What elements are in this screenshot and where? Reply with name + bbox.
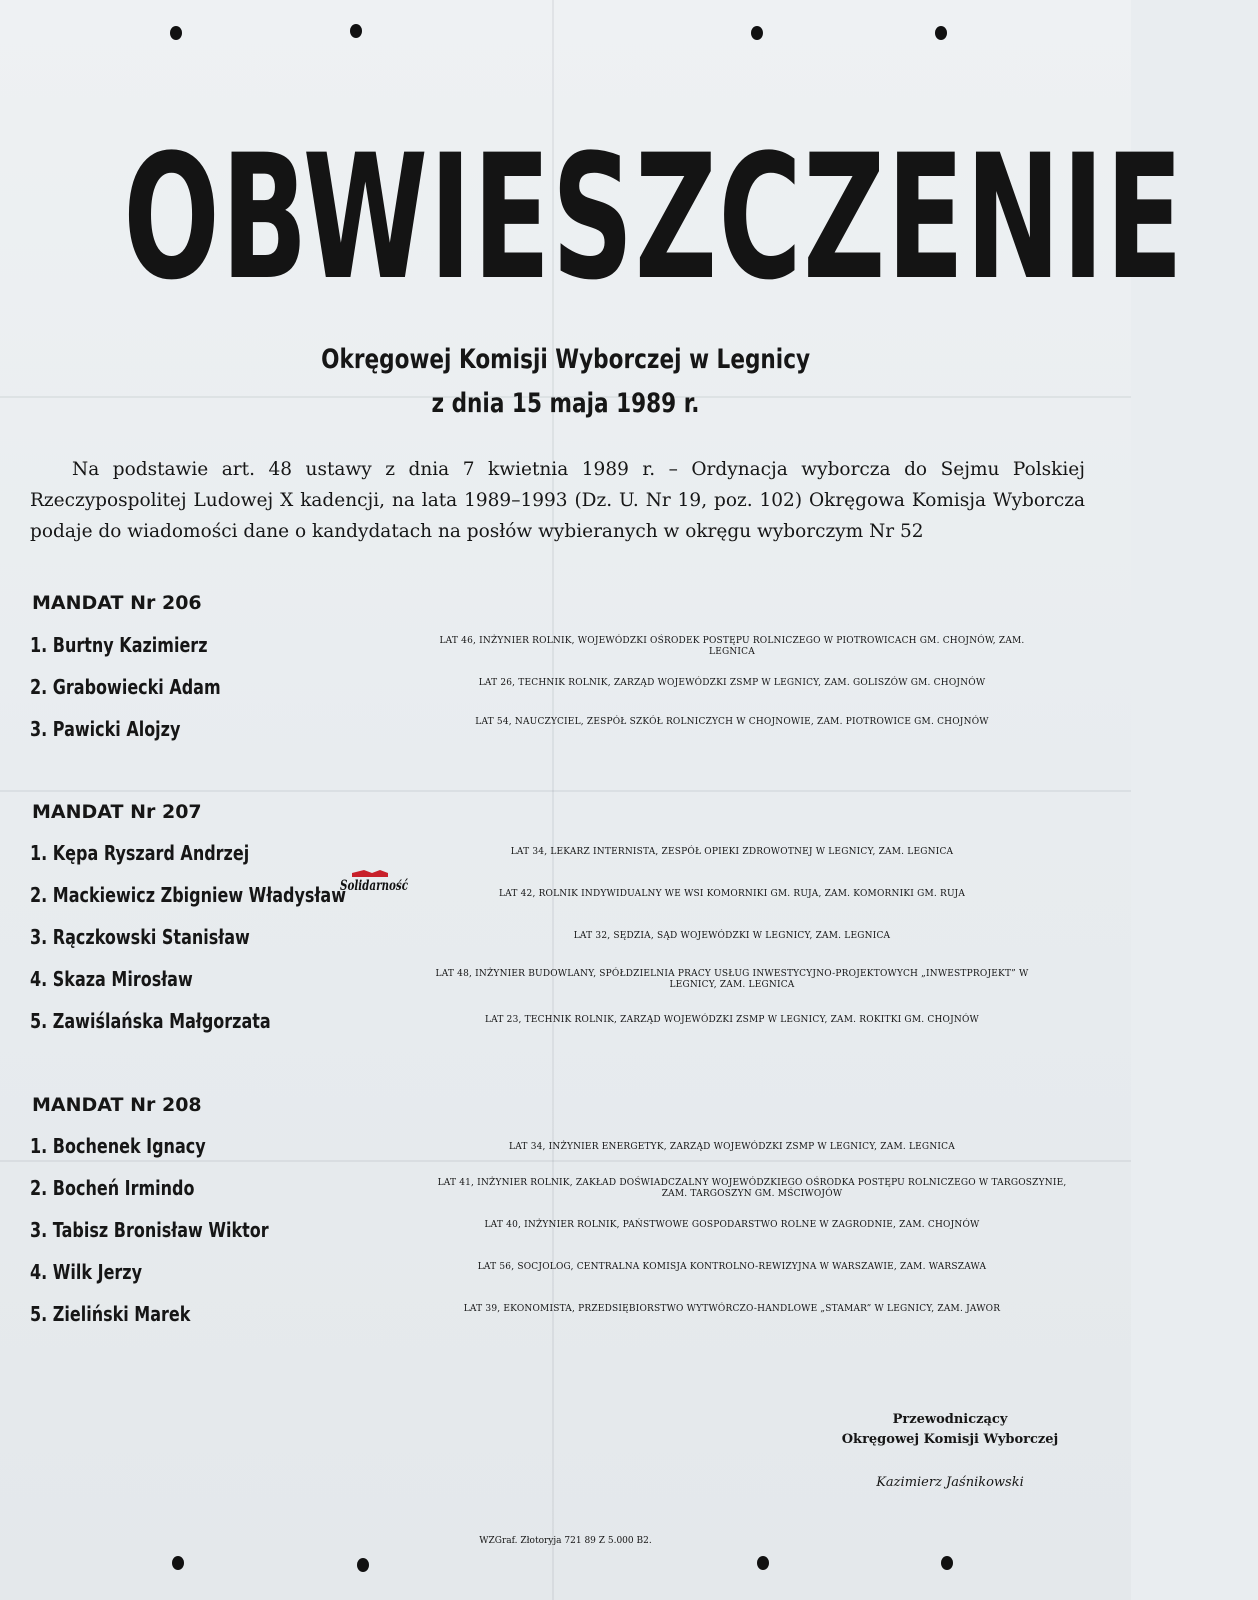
fold-line bbox=[0, 790, 1131, 792]
candidate-name: 1. Burtny Kazimierz bbox=[30, 633, 208, 657]
candidate-description: LAT 32, SĘDZIA, SĄD WOJEWÓDZKI W LEGNICY, ZAM. LEGNICA bbox=[573, 931, 891, 941]
candidate-name: 2. Bocheń Irmindo bbox=[30, 1176, 195, 1200]
candidate-description: LAT 54, NAUCZYCIEL, ZESPÓŁ SZKÓŁ ROLNICZYCH W CHOJNOWIE, ZAM. PIOTROWICE GM. CHOJNÓW bbox=[475, 717, 989, 727]
page-title bbox=[50, 117, 1185, 318]
candidate-row bbox=[0, 717, 1131, 757]
candidate-description: LAT 46, INŻYNIER ROLNIK, WOJEWÓDZKI OŚRODEK POSTĘPU ROLNICZEGO W PIOTROWICACH GM. CHOJNÓW, ZAM. LEGNICA bbox=[439, 636, 1025, 657]
pin-hole bbox=[941, 1556, 953, 1570]
candidate-description: LAT 34, LEKARZ INTERNISTA, ZESPÓŁ OPIEKI ZDROWOTNEJ W LEGNICY, ZAM. LEGNICA bbox=[510, 847, 954, 857]
pin-hole bbox=[170, 26, 182, 40]
subtitle-line2: z dnia 15 maja 1989 r. bbox=[431, 388, 700, 419]
intro-paragraph: Na podstawie art. 48 ustawy z dnia 7 kwietnia 1989 r. – Ordynacja wyborcza do Sejmu Polskiej Rzeczypospolitej Ludowej X kadencji, na lata 1989–1993 (Dz. U. Nr 19, poz. 102) Okręgowa Komisja Wyborcza podaje do wiadomości dane o kandydatach na posłów wybieranych w okręgu wyborczym Nr 52 bbox=[30, 459, 1085, 542]
pin-hole bbox=[357, 1558, 369, 1572]
mandate-heading-207: MANDAT Nr 207 bbox=[32, 801, 202, 823]
candidate-name: 1. Kępa Ryszard Andrzej bbox=[30, 841, 250, 865]
title-text: OBWIESZCZENIE bbox=[123, 117, 1185, 318]
candidate-name: 4. Wilk Jerzy bbox=[30, 1260, 143, 1284]
candidate-description: LAT 34, INŻYNIER ENERGETYK, ZARZĄD WOJEWÓDZKI ZSMP W LEGNICY, ZAM. LEGNICA bbox=[509, 1142, 955, 1152]
candidate-description: LAT 41, INŻYNIER ROLNIK, ZAKŁAD DOŚWIADCZALNY WOJEWÓDZKIEGO OŚRODKA POSTĘPU ROLNICZEGO W TARGOSZYNIE, ZAM. TARGOSZYN GM. MŚCIWOJÓW bbox=[437, 1178, 1067, 1199]
candidate-name: 1. Bochenek Ignacy bbox=[30, 1134, 206, 1158]
candidate-description: LAT 48, INŻYNIER BUDOWLANY, SPÓŁDZIELNIA PRACY USŁUG INWESTYCYJNO-PROJEKTOWYCH „INWESTPROJEKT” W LEGNICY, ZAM. LEGNICA bbox=[435, 969, 1029, 990]
candidate-description: LAT 56, SOCJOLOG, CENTRALNA KOMISJA KONTROLNO-REWIZYJNA W WARSZAWIE, ZAM. WARSZAWA bbox=[477, 1262, 987, 1272]
candidate-name: 3. Tabisz Bronisław Wiktor bbox=[30, 1218, 269, 1242]
candidate-name: 5. Zieliński Marek bbox=[30, 1302, 191, 1326]
candidate-row bbox=[0, 633, 1131, 673]
logo-text: Solidarność bbox=[340, 878, 409, 894]
candidate-description: LAT 23, TECHNIK ROLNIK, ZARZĄD WOJEWÓDZKI ZSMP W LEGNICY, ZAM. ROKITKI GM. CHOJNÓW bbox=[485, 1015, 979, 1025]
candidate-row bbox=[0, 841, 1131, 881]
candidate-row bbox=[0, 925, 1131, 965]
candidate-description: LAT 42, ROLNIK INDYWIDUALNY WE WSI KOMORNIKI GM. RUJA, ZAM. KOMORNIKI GM. RUJA bbox=[498, 889, 966, 899]
subtitle-commission bbox=[0, 344, 1131, 375]
pin-hole bbox=[751, 26, 763, 40]
candidate-row bbox=[0, 1260, 1131, 1300]
printer-imprint: WZGraf. Złotoryja 721 89 Z 5.000 B2. bbox=[479, 1536, 652, 1546]
candidate-row bbox=[0, 967, 1131, 1007]
signature-name: Kazimierz Jaśnikowski bbox=[876, 1475, 1024, 1490]
candidate-name: 2. Grabowiecki Adam bbox=[30, 675, 221, 699]
candidate-name: 3. Rączkowski Stanisław bbox=[30, 925, 250, 949]
candidate-row bbox=[0, 883, 1131, 923]
candidate-description: LAT 40, INŻYNIER ROLNIK, PAŃSTWOWE GOSPODARSTWO ROLNE W ZAGRODNIE, ZAM. CHOJNÓW bbox=[484, 1220, 980, 1230]
signature-commission: Okręgowej Komisji Wyborczej bbox=[841, 1432, 1059, 1447]
candidate-name: 2. Mackiewicz Zbigniew Władysław bbox=[30, 883, 346, 907]
candidate-name: 5. Zawiślańska Małgorzata bbox=[30, 1009, 271, 1033]
mandate-heading-206: MANDAT Nr 206 bbox=[32, 592, 202, 614]
logo-flag bbox=[352, 870, 388, 877]
pin-hole bbox=[757, 1556, 769, 1570]
candidate-name: 4. Skaza Mirosław bbox=[30, 967, 193, 991]
pin-hole bbox=[350, 24, 362, 38]
subtitle-line1: Okręgowej Komisji Wyborczej w Legnicy bbox=[321, 344, 810, 375]
candidate-row bbox=[0, 1302, 1131, 1342]
candidate-row bbox=[0, 1218, 1131, 1258]
candidate-row bbox=[0, 675, 1131, 715]
candidate-description: LAT 26, TECHNIK ROLNIK, ZARZĄD WOJEWÓDZKI ZSMP W LEGNICY, ZAM. GOLISZÓW GM. CHOJNÓW bbox=[478, 678, 986, 688]
candidate-row bbox=[0, 1176, 1131, 1216]
candidate-row bbox=[0, 1134, 1131, 1174]
solidarnosc-logo bbox=[338, 864, 410, 894]
subtitle-date bbox=[0, 388, 1131, 419]
candidate-name: 3. Pawicki Alojzy bbox=[30, 717, 181, 741]
signature-title: Przewodniczący bbox=[892, 1412, 1008, 1427]
candidate-row bbox=[0, 1009, 1131, 1049]
mandate-heading-208: MANDAT Nr 208 bbox=[32, 1094, 202, 1116]
pin-hole bbox=[172, 1556, 184, 1570]
candidate-description: LAT 39, EKONOMISTA, PRZEDSIĘBIORSTWO WYTWÓRCZO-HANDLOWE „STAMAR” W LEGNICY, ZAM. JAWOR bbox=[463, 1304, 1001, 1314]
pin-hole bbox=[935, 26, 947, 40]
